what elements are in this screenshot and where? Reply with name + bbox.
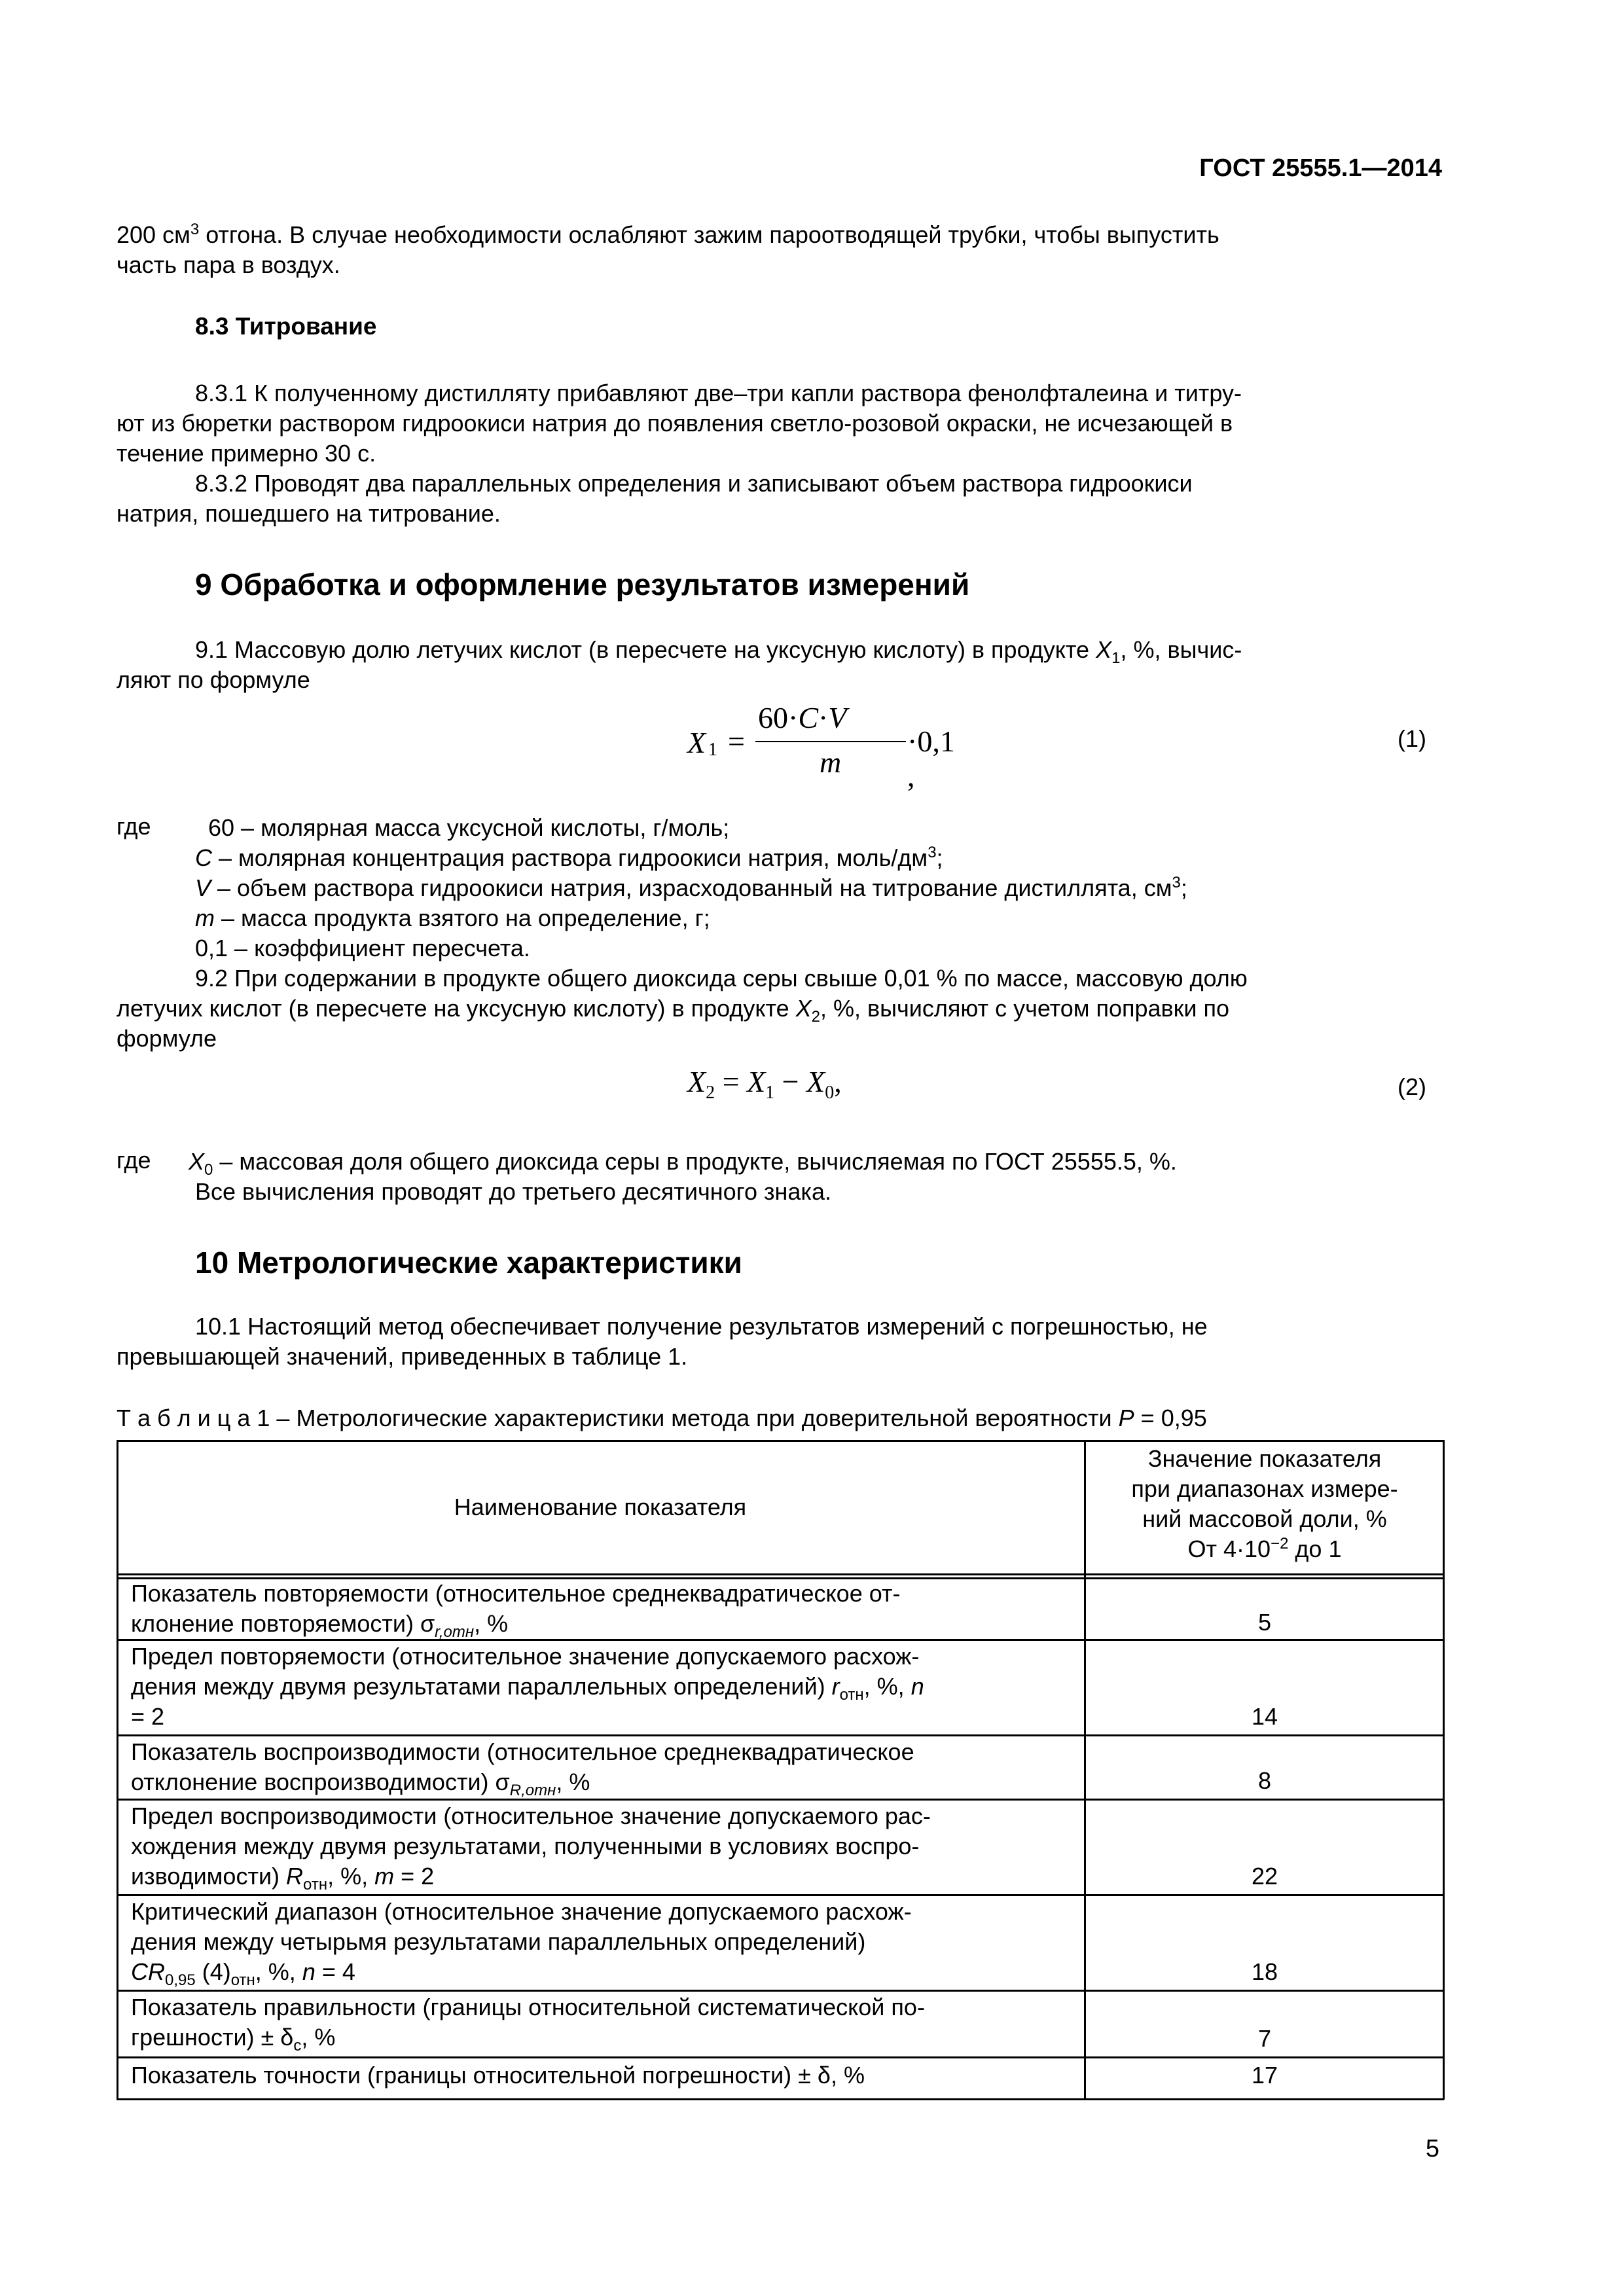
- table-row-value: 7: [1257, 2025, 1272, 2052]
- cell-line: Критический диапазон (относительное значение допускаемого расхож-: [131, 1898, 912, 1925]
- table-row-name: [131, 1801, 1074, 1892]
- table-header-value: [1087, 1444, 1443, 1564]
- cell-line: дения между четырьмя результатами параллельных определений): [131, 1928, 866, 1955]
- formula-1: [687, 700, 962, 793]
- text-line: отгона. В случае необходимости ослабляют зажим пароотводящей трубки, чтобы выпустить: [199, 221, 1219, 248]
- paragraph-8-3-1: [117, 378, 1426, 469]
- table-caption: [117, 1405, 1207, 1432]
- text-line: 8.3.1 К полученному дистилляту прибавляют две–три капли раствора фенолфталеина и титру-: [195, 380, 1242, 406]
- formula-variable: C: [798, 701, 819, 734]
- cell-line: Показатель повторяемости (относительное среднеквадратическое от-: [131, 1580, 901, 1607]
- cell-line: клонение повторяемости) σ: [131, 1610, 435, 1637]
- text-line: , %, вычисляют с учетом поправки по: [820, 995, 1230, 1022]
- formula-variable: X: [687, 1065, 706, 1098]
- punct: ;: [936, 844, 943, 871]
- subscript: отн: [839, 1686, 864, 1704]
- header-line: От 4·10: [1187, 1535, 1271, 1562]
- table-row-value: 17: [1251, 2062, 1278, 2089]
- section-10-title: 10 Метрологические характеристики: [195, 1246, 742, 1280]
- where-2-gde-label: где: [117, 1147, 151, 1174]
- table-row-name: [131, 1897, 1074, 1990]
- table-row-value: 5: [1257, 1609, 1272, 1636]
- variable: X: [189, 1148, 205, 1175]
- where-list-1: [195, 813, 1187, 963]
- paragraph-10-1: [117, 1312, 1426, 1372]
- paragraph-8-3-2: [117, 469, 1426, 529]
- table-row-name: [131, 1579, 1074, 1639]
- superscript: 3: [928, 844, 937, 861]
- where-item: – массовая доля общего диоксида серы в продукте, вычисляемая по ГОСТ 25555.5, %.: [213, 1148, 1177, 1175]
- table-border: [117, 1440, 118, 2100]
- formula-variable: V: [828, 701, 847, 734]
- text-line: ляют по формуле: [117, 666, 310, 693]
- formula-variable: X: [806, 1065, 825, 1098]
- text-line: 9.2 При содержании в продукте общего диоксида серы свыше 0,01 % по массе, массовую долю: [195, 965, 1248, 992]
- subscript: 2: [811, 1008, 820, 1026]
- header-line: при диапазонах измере-: [1131, 1475, 1398, 1502]
- formula-equals: =: [728, 725, 745, 758]
- cell-line: , %,: [255, 1958, 302, 1985]
- section-9-title: 9 Обработка и оформление результатов измерений: [195, 567, 970, 601]
- cell-line: хождения между двумя результатами, полученными в условиях воспро-: [131, 1833, 920, 1859]
- where-item: 0,1 – коэффициент пересчета.: [195, 935, 530, 961]
- formula-2-number: (2): [1398, 1073, 1426, 1100]
- table-header-name: Наименование показателя: [454, 1494, 747, 1520]
- text-line: формуле: [117, 1025, 217, 1052]
- section-8-3-title: 8.3 Титрование: [195, 313, 377, 340]
- row-divider: [117, 1990, 1444, 1992]
- document-id: ГОСТ 25555.1—2014: [1199, 154, 1442, 182]
- header-line: ний массовой доли, %: [1142, 1505, 1387, 1532]
- text-line: Все вычисления проводят до третьего десятичного знака.: [195, 1178, 831, 1205]
- subscript: 0: [204, 1161, 213, 1179]
- table-row-value: 8: [1257, 1767, 1272, 1794]
- cell-line: грешности) ± δ: [131, 2024, 294, 2051]
- table-row-name: [131, 1641, 1074, 1732]
- variable: n: [911, 1673, 924, 1700]
- text-line: 10.1 Настоящий метод обеспечивает получение результатов измерений с погрешностью, не: [195, 1313, 1208, 1340]
- formula-subscript: 0: [825, 1083, 835, 1103]
- cell-line: дения между двумя результатами параллельных определений): [131, 1673, 832, 1700]
- row-divider: [117, 1894, 1444, 1896]
- cell-line: = 4: [315, 1958, 355, 1985]
- metrology-table: [117, 1440, 1444, 2100]
- text-line: натрия, пошедшего на титрование.: [117, 500, 501, 527]
- text-line: , %, вычис-: [1120, 636, 1242, 663]
- row-divider: [117, 2056, 1444, 2058]
- text-line: часть пара в воздух.: [117, 251, 340, 278]
- text-line: 9.1 Массовую долю летучих кислот (в пересчете на уксусную кислоту) в продукте: [195, 636, 1096, 663]
- paragraph-9-1: [117, 635, 1426, 695]
- column-divider: [1084, 1440, 1086, 2100]
- cell-line: , %: [474, 1610, 509, 1637]
- formula-text: 60·: [758, 701, 799, 734]
- table-border: [117, 1440, 1444, 1442]
- table-row-name: [131, 1737, 1074, 1800]
- cell-line: (4): [195, 1958, 231, 1985]
- variable: X: [1096, 636, 1112, 663]
- variable: m: [195, 905, 215, 931]
- table-row-name: [131, 1992, 1074, 2053]
- variable: n: [302, 1958, 316, 1985]
- where-item: – молярная концентрация раствора гидроокиси натрия, моль/дм: [212, 844, 928, 871]
- formula-numerator: [758, 700, 846, 735]
- header-line: до 1: [1288, 1535, 1342, 1562]
- text-line: летучих кислот (в пересчете на уксусную кислоту) в продукте: [117, 995, 796, 1022]
- formula-text: ·: [818, 701, 829, 734]
- row-divider: [117, 1799, 1444, 1801]
- header-line: Значение показателя: [1147, 1445, 1382, 1472]
- text-line: 8.3.2 Проводят два параллельных определения и записывают объем раствора гидроокиси: [195, 470, 1193, 497]
- variable: m: [374, 1863, 395, 1890]
- variable: CR: [131, 1958, 165, 1985]
- cell-line: , %: [301, 2024, 336, 2051]
- cell-line: отклонение воспроизводимости) σ: [131, 1768, 510, 1795]
- formula-subscript: 1: [708, 740, 717, 760]
- header-divider: [117, 1573, 1444, 1575]
- row-divider: [117, 1639, 1444, 1641]
- table-row-value: 18: [1251, 1958, 1278, 1985]
- text-line: превышающей значений, приведенных в таблице 1.: [117, 1343, 688, 1370]
- table-row-value: 22: [1251, 1863, 1278, 1890]
- paragraph-9-2: [117, 963, 1426, 1054]
- caption-text: = 0,95: [1134, 1405, 1207, 1431]
- page-number: 5: [1425, 2135, 1439, 2162]
- subscript: 1: [1111, 649, 1121, 668]
- where-item: – объем раствора гидроокиси натрия, израсходованный на титрование дистиллята, см: [211, 874, 1172, 901]
- superscript: 3: [1172, 874, 1181, 891]
- variable: R: [286, 1863, 304, 1890]
- formula-equals: =: [722, 1065, 740, 1098]
- superscript: −2: [1271, 1535, 1289, 1552]
- variable: X: [795, 995, 812, 1022]
- table-border: [117, 2098, 1444, 2100]
- subscript: r,отн: [435, 1623, 475, 1641]
- where-list-2: [189, 1147, 1177, 1207]
- caption-text: Т а б л и ц а 1 – Метрологические характеристики метода при доверительной вероятности: [117, 1405, 1119, 1431]
- superscript: 3: [190, 221, 200, 238]
- cell-line: изводимости): [131, 1863, 287, 1890]
- formula-variable: X: [687, 726, 706, 759]
- fraction-bar: [755, 741, 906, 742]
- cell-line: = 2: [131, 1703, 165, 1730]
- cell-line: , %,: [863, 1673, 911, 1700]
- where-item: – масса продукта взятого на определение, г;: [215, 905, 710, 931]
- variable: V: [195, 874, 211, 901]
- formula-variable: X: [747, 1065, 766, 1098]
- formula-1-number: (1): [1398, 725, 1426, 752]
- formula-variable: m: [820, 745, 842, 779]
- text-line: 200 см: [117, 221, 190, 248]
- variable: P: [1118, 1405, 1134, 1431]
- cell-line: Предел воспроизводимости (относительное значение допускаемого рас-: [131, 1803, 931, 1829]
- formula-text: ,: [834, 1065, 842, 1098]
- text-line: ют из бюретки раствором гидроокиси натрия до появления светло-розовой окраски, не исчезающей в: [117, 410, 1233, 437]
- variable: r: [831, 1673, 840, 1700]
- where-gde-label: где: [117, 813, 151, 840]
- cell-line: , %: [556, 1768, 590, 1795]
- table-border: [1443, 1440, 1445, 2100]
- subscript: отн: [303, 1876, 328, 1894]
- formula-2: [687, 1064, 842, 1110]
- subscript: c: [293, 2037, 302, 2055]
- cell-line: Показатель воспроизводимости (относительное среднеквадратическое: [131, 1738, 914, 1765]
- where-item: 60 – молярная масса уксусной кислоты, г/моль;: [208, 814, 730, 841]
- formula-subscript: 2: [706, 1083, 715, 1103]
- table-row-value: 14: [1251, 1703, 1278, 1730]
- subscript: отн: [230, 1971, 255, 1990]
- cell-line: , %,: [327, 1863, 375, 1890]
- formula-subscript: 1: [765, 1083, 775, 1103]
- subscript: R,отн: [509, 1782, 556, 1800]
- formula-text: ·0,1 ,: [907, 725, 955, 793]
- variable: C: [195, 844, 212, 871]
- cell-line: = 2: [394, 1863, 435, 1890]
- paragraph-continuation: [117, 220, 1426, 280]
- subscript: 0,95: [165, 1971, 196, 1990]
- row-divider: [117, 1734, 1444, 1736]
- punct: ;: [1180, 874, 1187, 901]
- text-line: течение примерно 30 с.: [117, 440, 376, 467]
- formula-minus: −: [782, 1065, 799, 1098]
- cell-line: Показатель правильности (границы относительной систематической по-: [131, 1994, 925, 2020]
- table-row-name: Показатель точности (границы относительной погрешности) ± δ, %: [131, 2062, 865, 2089]
- cell-line: Предел повторяемости (относительное значение допускаемого расхож-: [131, 1643, 920, 1670]
